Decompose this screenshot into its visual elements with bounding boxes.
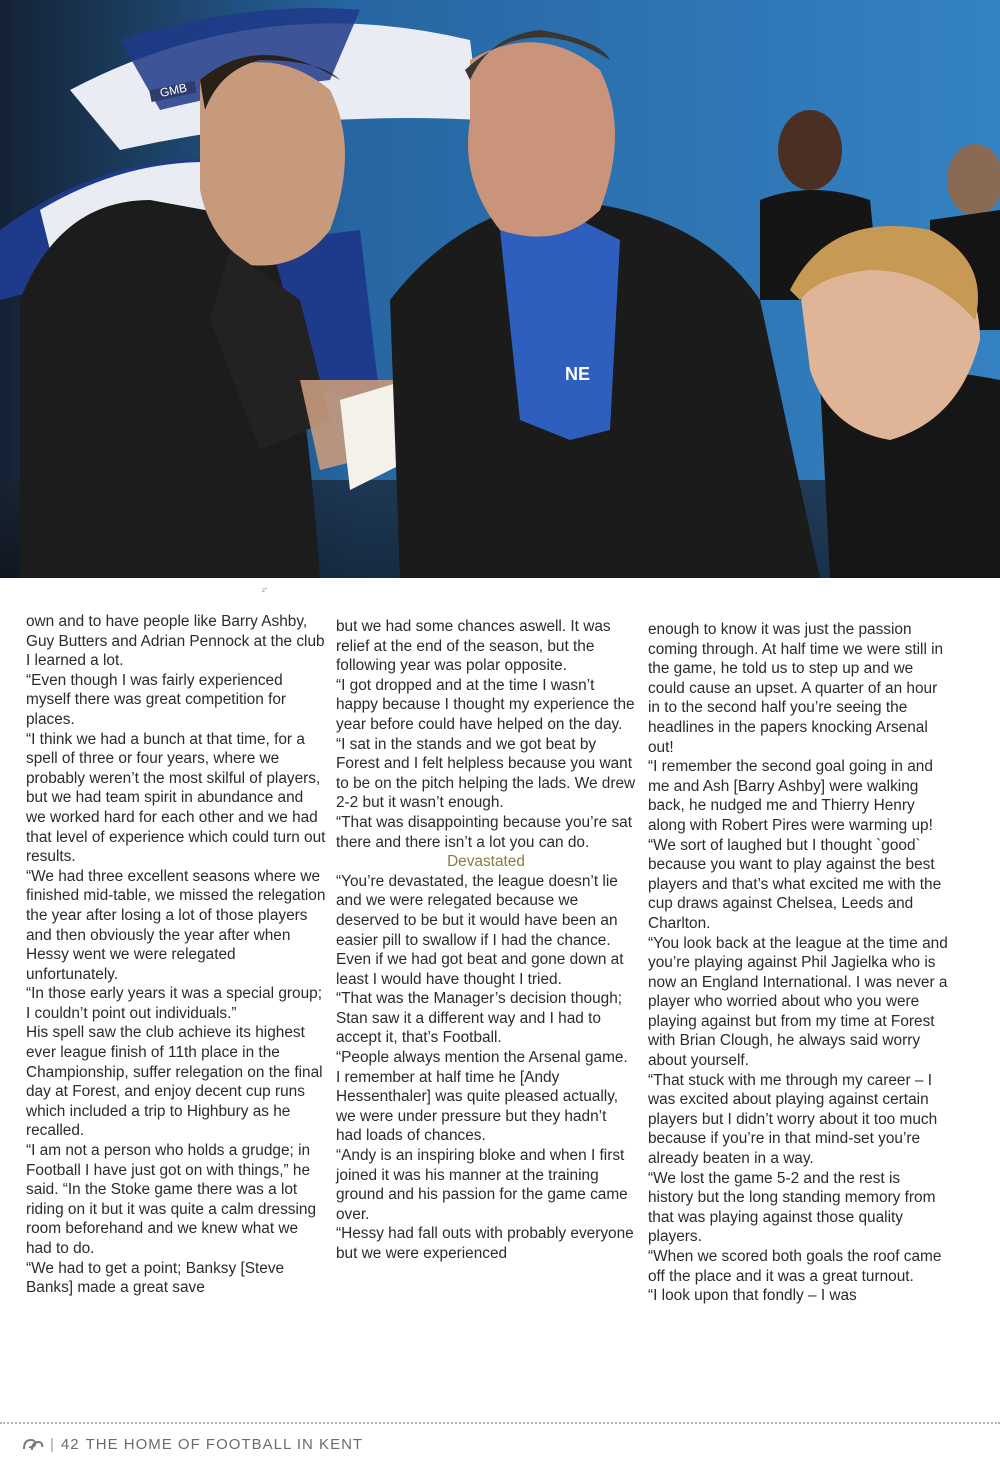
fan-face — [468, 42, 615, 236]
footer-separator: | — [50, 1436, 55, 1453]
article-column-3 — [648, 620, 948, 1306]
paragraph: His spell saw the club achieve its highest ever league finish of 11th place in the Championship, suffer relegation on the final day at Forest, and enjoy decent cup runs which included a trip to Highbury as he recalled. — [26, 1024, 323, 1140]
page-footer — [22, 1436, 363, 1453]
feature-photo — [0, 0, 1000, 596]
paragraph: “We had to get a point; Banksy [Steve Banks] made a great save — [26, 1259, 285, 1297]
paragraph: “I sat in the stands and we got beat by Forest and I felt helpless because you want to be on the pitch helping the lads. We drew 2-2 but it wasn’t enough. — [336, 735, 636, 812]
section-subheading: Devastated — [447, 853, 525, 871]
paragraph: “You’re devastated, the league doesn’t lie and we were relegated because we deserved to be but it would have been an easier pill to swallow if I had the chance. Even if we had got beat and gone down at least I would have thought I tried. — [336, 872, 624, 988]
paragraph: “Hessy had fall outs with probably everyone but we were experienced — [336, 1225, 634, 1262]
paragraph: “In those early years it was a special group; I couldn’t point out individuals.” — [26, 985, 322, 1022]
paragraph: “People always mention the Arsenal game. I remember at half time he [Andy Hessenthaler] was quite pleased actually, we were under pressure but they hadn’t had loads of chances. — [336, 1049, 628, 1145]
paragraph: enough to know it was just the passion coming through. At half time we were still in the game, he told us to step up and we could cause an upset. A quarter of an hour in to the second half you’re seeing the headlines in the papers knocking Arsenal out! — [648, 621, 944, 756]
paragraph: “We had three excellent seasons where we finished mid-table, we missed the relegation the year after losing a lot of those players and then obviously the year after when Hessy went we were relegated unfortunately. — [26, 867, 326, 983]
player-face — [200, 62, 345, 265]
club-logo-icon — [22, 1437, 44, 1453]
article-column-1 — [26, 612, 326, 1298]
page-number: 42 — [60, 1436, 80, 1453]
paragraph: “That stuck with me through my career – I was excited about playing against certain players but I didn’t worry about it too much because if you’re in that mind-set you’re already beaten in a way. — [648, 1071, 938, 1168]
footer-divider — [0, 1422, 1000, 1424]
paragraph: but we had some chances aswell. It was relief at the end of the season, but the following year was polar opposite. — [336, 618, 611, 675]
paragraph: “I look upon that fondly – I was — [648, 1287, 857, 1305]
paragraph: “I think we had a bunch at that time, for a spell of three or four years, where we probably weren’t the most skilful of players, but we had team spirit in abundance and we worked hard for each other and we had that level of experience which could turn out results. — [26, 730, 326, 866]
publication-title: THE HOME OF FOOTBALL IN KENT — [85, 1436, 364, 1453]
article-column-2 — [336, 617, 636, 1264]
paragraph: “I got dropped and at the time I wasn’t happy because I thought my experience the year before could have helped on the day. — [336, 676, 635, 733]
paragraph: “When we scored both goals the roof came off the place and it was a great turnout. — [648, 1248, 942, 1285]
paragraph: “That was the Manager’s decision though; Stan saw it a different way and I had to accept it, that’s Football. — [336, 990, 623, 1047]
paragraph: “I am not a person who holds a grudge; in Football I have just got on with things,” he said. “In the Stoke game there was a lot riding on it but it was quite a calm dressing room beforehand and we knew what we had to do. — [26, 1142, 317, 1257]
shirt-text: NE — [565, 364, 591, 384]
paragraph: “We lost the game 5-2 and the rest is history but the long standing memory from that was playing against those quality players. — [648, 1169, 936, 1246]
umbrella-logo-text: GMB — [158, 80, 189, 100]
paragraph: “I remember the second goal going in and me and Ash [Barry Ashby] were walking back, he nudged me and Thierry Henry along with Robert Pires were warming up! — [648, 758, 933, 834]
paragraph: “Even though I was fairly experienced myself there was great competition for places. — [26, 671, 287, 728]
photo-caption-marker: ²ˆ — [262, 587, 268, 596]
paragraph: “Andy is an inspiring bloke and when I first joined it was his manner at the training ground and his passion for the game came over. — [336, 1147, 628, 1223]
paragraph: “You look back at the league at the time and you’re playing against Phil Jagielka who is now an England International. I was never a player who worried about who you were playing against but from my time at Forest with Brian Clough, he always said worry about yourself. — [648, 934, 948, 1070]
paragraph: “That was disappointing because you’re sat there and there isn’t a lot you can do. — [336, 813, 633, 851]
photo-illustration — [0, 0, 1000, 596]
paragraph: “We sort of laughed but I thought `good` because you want to play against the best players and that’s what excited me with the cup draws against Chelsea, Leeds and Charlton. — [648, 836, 942, 932]
paragraph: own and to have people like Barry Ashby, Guy Butters and Adrian Pennock at the club I learned a lot. — [26, 613, 325, 670]
